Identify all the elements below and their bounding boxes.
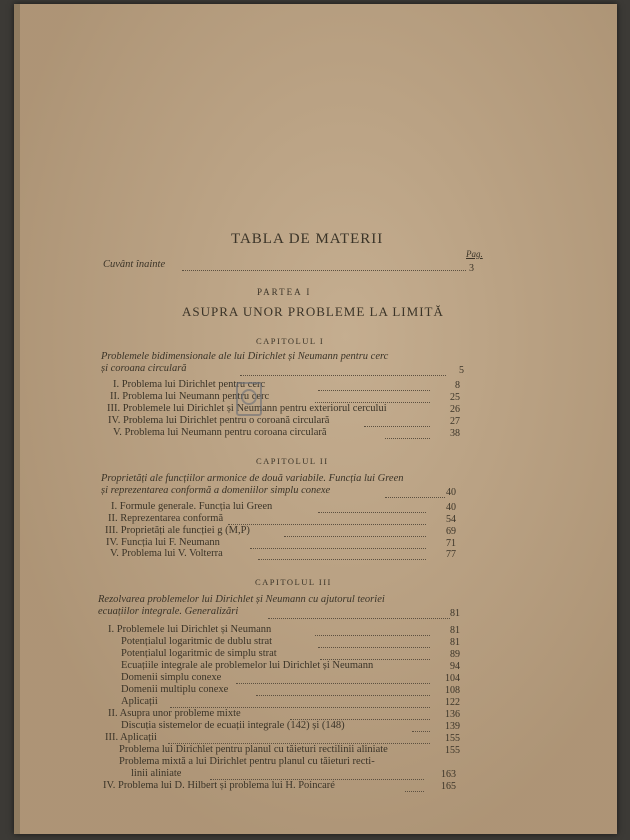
toc-entry: Domenii simplu conexe bbox=[121, 672, 222, 683]
toc-entry-page: 155 bbox=[445, 733, 460, 744]
toc-entry-page: 155 bbox=[445, 745, 460, 756]
toc-entry-page: 71 bbox=[446, 538, 456, 549]
toc-entry: I. Formule generale. Funcția lui Green bbox=[111, 501, 273, 512]
toc-entry-page: 122 bbox=[445, 697, 460, 708]
toc-entry-page: 77 bbox=[446, 549, 456, 560]
toc-entry-page: 139 bbox=[445, 721, 460, 732]
chapter-page: 81 bbox=[450, 608, 460, 619]
toc-entry-page: 163 bbox=[441, 769, 456, 780]
toc-entry-page: 8 bbox=[455, 380, 460, 391]
toc-entry: Domenii multiplu conexe bbox=[121, 684, 229, 695]
foreword-dots bbox=[182, 270, 466, 271]
dot-leader bbox=[315, 635, 430, 636]
dot-leader bbox=[268, 618, 450, 619]
toc-entry-page: 108 bbox=[445, 685, 460, 696]
toc-entry: III. Proprietăți ale funcției g (M,P) bbox=[105, 525, 250, 536]
chapter-title-line: Proprietăți ale funcțiilor armonice de două variabile. Funcția lui Green bbox=[101, 473, 404, 484]
dot-leader bbox=[385, 438, 430, 439]
toc-entry: Potențialul logaritmic de simplu strat bbox=[121, 648, 277, 659]
toc-entry: II. Reprezentarea conformă bbox=[108, 513, 224, 524]
toc-entry: Problema mixtă a lui Dirichlet pentru planul cu tăieturi recti- bbox=[119, 756, 375, 767]
toc-entry: II. Problema lui Neumann pentru cerc bbox=[110, 391, 270, 402]
toc-entry-page: 25 bbox=[450, 392, 460, 403]
dot-leader bbox=[250, 548, 426, 549]
dot-leader bbox=[258, 559, 426, 560]
dot-leader bbox=[256, 695, 430, 696]
dot-leader bbox=[364, 426, 430, 427]
toc-entry: I. Problema lui Dirichlet pentru cerc bbox=[113, 379, 266, 390]
chapter-title-line: Rezolvarea problemelor lui Dirichlet și Neumann cu ajutorul teoriei bbox=[98, 594, 385, 605]
toc-entry-page: 27 bbox=[450, 416, 460, 427]
toc-entry: IV. Funcția lui F. Neumann bbox=[106, 537, 220, 548]
toc-entry-page: 136 bbox=[445, 709, 460, 720]
toc-entry: linii aliniate bbox=[131, 768, 182, 779]
toc-entry: III. Problemele lui Dirichlet și Neumann pentru exteriorul cercului bbox=[107, 403, 387, 414]
toc-entry: V. Problema lui V. Volterra bbox=[110, 548, 223, 559]
toc-entry-page: 69 bbox=[446, 526, 456, 537]
dot-leader bbox=[405, 791, 424, 792]
chapter-title-line: și reprezentarea conformă a domeniilor simplu conexe bbox=[101, 485, 331, 496]
toc-entry: Aplicații bbox=[121, 696, 158, 707]
toc-entry: Problema lui Dirichlet pentru planul cu tăieturi rectilinii aliniate bbox=[119, 744, 388, 755]
dot-leader bbox=[318, 512, 426, 513]
page-column-label: Pag. bbox=[466, 249, 483, 259]
toc-entry: III. Aplicații bbox=[105, 732, 157, 743]
toc-entry-page: 165 bbox=[441, 781, 456, 792]
page-edge bbox=[14, 4, 20, 834]
toc-entry: IV. Problema lui D. Hilbert și problema lui H. Poincaré bbox=[103, 780, 335, 791]
chapter-heading: CAPITOLUL II bbox=[256, 456, 329, 466]
chapter-heading: CAPITOLUL III bbox=[255, 577, 332, 587]
toc-entry: V. Problema lui Neumann pentru coroana circulară bbox=[113, 427, 327, 438]
toc-entry-page: 81 bbox=[450, 625, 460, 636]
chapter-page: 40 bbox=[446, 487, 456, 498]
toc-entry: II. Asupra unor probleme mixte bbox=[108, 708, 241, 719]
chapter-title-line: și coroana circulară bbox=[101, 363, 187, 374]
toc-entry-page: 89 bbox=[450, 649, 460, 660]
toc-entry: Discuția sistemelor de ecuații integrale (142) și (148) bbox=[121, 720, 345, 731]
dot-leader bbox=[318, 647, 430, 648]
foreword-label: Cuvânt înainte bbox=[103, 259, 166, 270]
toc-entry-page: 81 bbox=[450, 637, 460, 648]
toc-entry-page: 40 bbox=[446, 502, 456, 513]
library-stamp-icon bbox=[236, 382, 262, 416]
toc-entry: IV. Problema lui Dirichlet pentru o coroană circulară bbox=[108, 415, 330, 426]
toc-entry-page: 104 bbox=[445, 673, 460, 684]
dot-leader bbox=[240, 375, 446, 376]
toc-title: TABLA DE MATERII bbox=[231, 231, 384, 247]
chapter-page: 5 bbox=[459, 365, 464, 376]
toc-entry-page: 38 bbox=[450, 428, 460, 439]
dot-leader bbox=[412, 731, 430, 732]
dot-leader bbox=[236, 683, 430, 684]
dot-leader bbox=[318, 390, 430, 391]
toc-entry: I. Problemele lui Dirichlet și Neumann bbox=[108, 624, 272, 635]
part-label: PARTEA I bbox=[257, 287, 312, 297]
dot-leader bbox=[228, 524, 426, 525]
part-title: ASUPRA UNOR PROBLEME LA LIMITĂ bbox=[182, 304, 444, 319]
chapter-heading: CAPITOLUL I bbox=[256, 336, 325, 346]
toc-entry: Potențialul logaritmic de dublu strat bbox=[121, 636, 273, 647]
toc-entry-page: 26 bbox=[450, 404, 460, 415]
toc-entry-page: 54 bbox=[446, 514, 456, 525]
foreword-page: 3 bbox=[469, 263, 474, 274]
toc-entry-page: 94 bbox=[450, 661, 460, 672]
chapter-title-line: ecuațiilor integrale. Generalizări bbox=[98, 606, 239, 617]
chapter-title-line: Problemele bidimensionale ale lui Dirichlet și Neumann pentru cerc bbox=[101, 351, 389, 362]
toc-entry: Ecuațiile integrale ale problemelor lui Dirichlet și Neumann bbox=[121, 660, 374, 671]
dot-leader bbox=[284, 536, 426, 537]
